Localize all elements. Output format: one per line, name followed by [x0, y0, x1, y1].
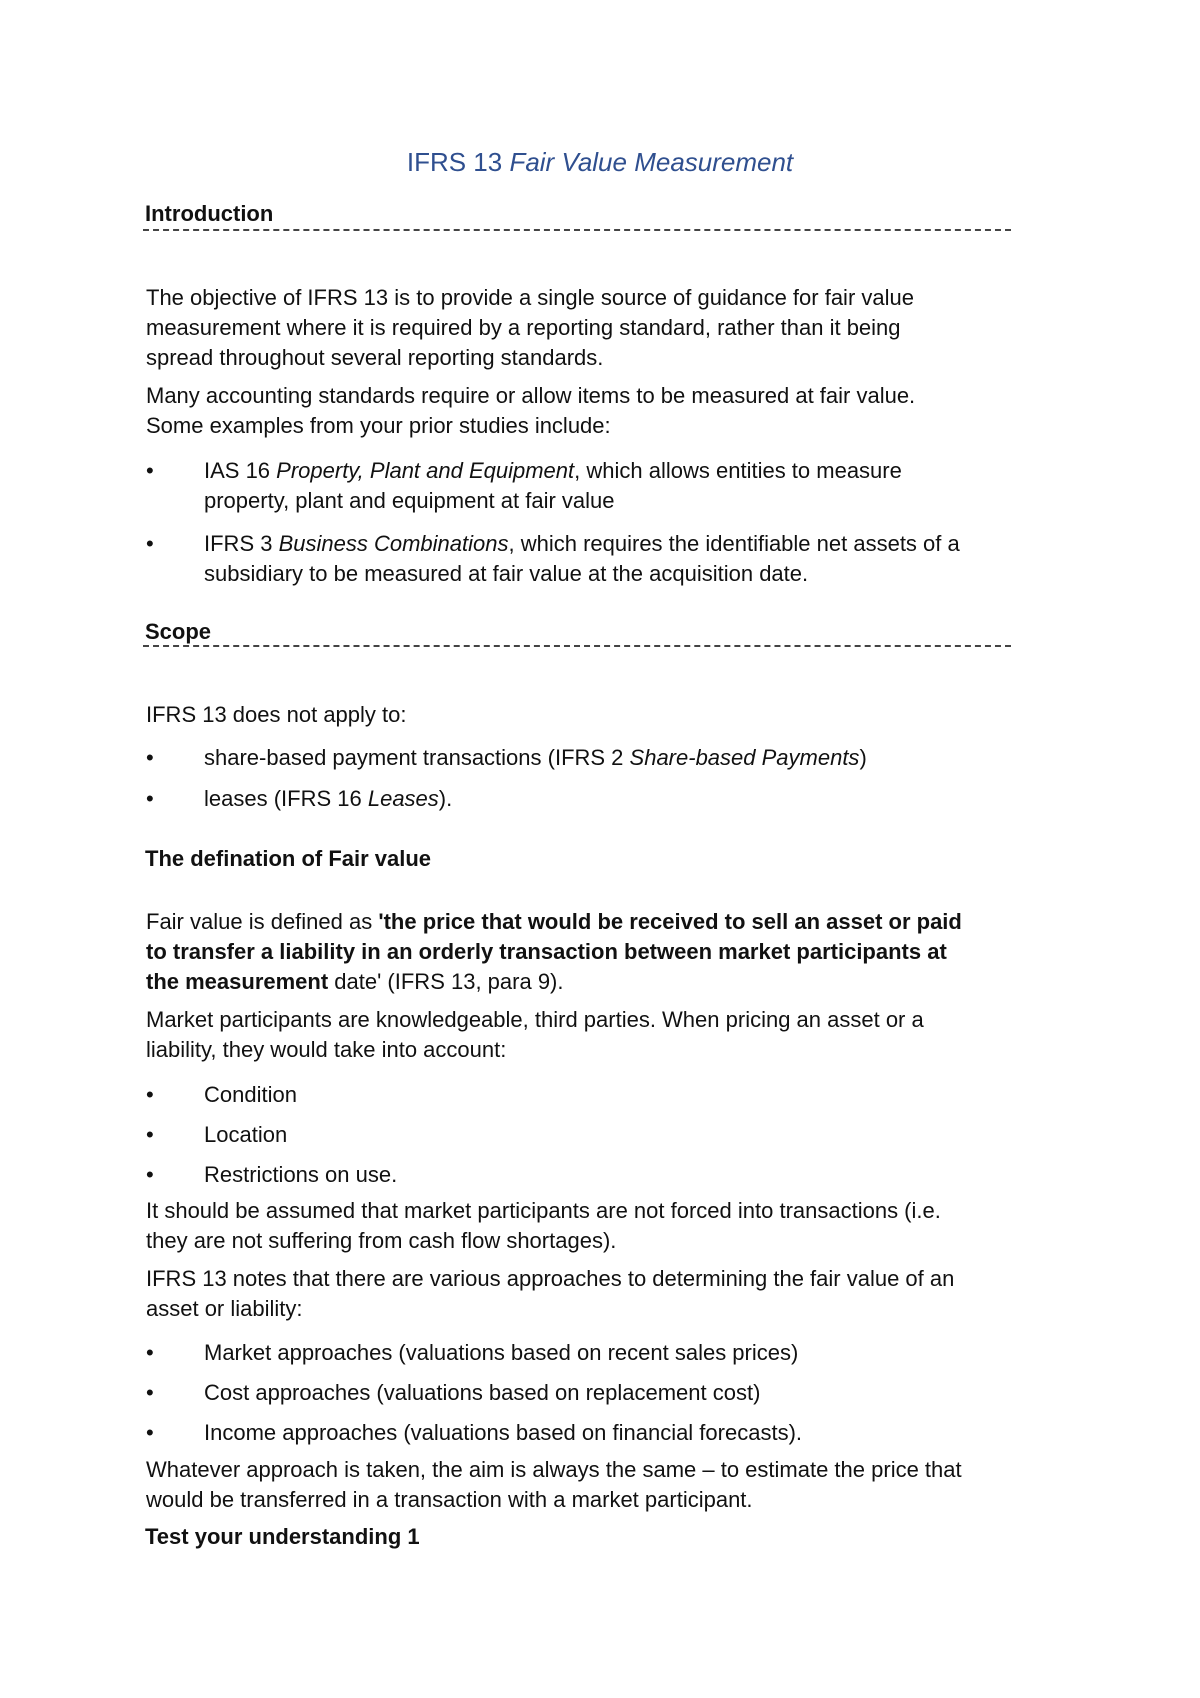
italic-title: Property, Plant and Equipment — [276, 458, 575, 483]
text-span: date' (IFRS 13, para 9). — [328, 969, 564, 994]
list-item-text: Condition — [204, 1082, 297, 1107]
market-participants-paragraph — [146, 1005, 1066, 1065]
bullet-symbol: • — [146, 1340, 154, 1365]
introduction-divider — [143, 229, 1011, 231]
text-span: , which allows entities to measure — [574, 458, 902, 483]
definition-quote: to transfer a liability in an orderly transaction between market participants at — [146, 939, 947, 964]
scope-heading: Scope — [145, 619, 212, 644]
text-line: Market participants are knowledgeable, third parties. When pricing an asset or a — [146, 1007, 924, 1032]
bullet-symbol: • — [146, 531, 154, 556]
text-span: ) — [859, 745, 867, 770]
text-line: property, plant and equipment at fair value — [204, 488, 615, 513]
page-title — [0, 146, 1200, 178]
text-line: measurement where it is required by a reporting standard, rather than it being — [146, 315, 901, 340]
text-line: liability, they would take into account: — [146, 1037, 507, 1062]
bullet-symbol: • — [146, 1082, 154, 1107]
text-line: asset or liability: — [146, 1296, 303, 1321]
text-line: subsidiary to be measured at fair value at the acquisition date. — [204, 561, 809, 586]
bullet-symbol: • — [146, 458, 154, 483]
text-line: The objective of IFRS 13 is to provide a single source of guidance for fair value — [146, 285, 914, 310]
definition-quote: 'the price that would be received to sell an asset or paid — [378, 909, 962, 934]
text-line: Some examples from your prior studies include: — [146, 413, 611, 438]
text-span: leases (IFRS 16 — [204, 786, 368, 811]
list-item-text: Restrictions on use. — [204, 1162, 398, 1187]
test-heading: Test your understanding 1 — [145, 1524, 420, 1549]
list-item-text: Market approaches (valuations based on recent sales prices) — [204, 1340, 799, 1365]
list-item-text: Location — [204, 1122, 288, 1147]
title-italic: Fair Value Measurement — [509, 147, 794, 177]
scope-intro: IFRS 13 does not apply to: — [146, 702, 407, 727]
bullet-symbol: • — [146, 1420, 154, 1445]
italic-title: Business Combinations — [278, 531, 509, 556]
bullet-symbol: • — [146, 1380, 154, 1405]
scope-divider — [143, 645, 1011, 647]
bullet-symbol: • — [146, 1162, 154, 1187]
assumption-paragraph — [146, 1196, 1066, 1256]
bullet-symbol: • — [146, 786, 154, 811]
definition-heading: The defination of Fair value — [145, 846, 432, 871]
text-span: , which requires the identifiable net assets of a — [508, 531, 960, 556]
text-span: share-based payment transactions (IFRS 2 — [204, 745, 630, 770]
text-span: IFRS 3 — [204, 531, 279, 556]
aim-paragraph — [146, 1455, 1066, 1515]
text-line: Whatever approach is taken, the aim is always the same – to estimate the price that — [146, 1457, 962, 1482]
bullet-symbol: • — [146, 1122, 154, 1147]
text-line: they are not suffering from cash flow shortages). — [146, 1228, 617, 1253]
text-line: spread throughout several reporting standards. — [146, 345, 604, 370]
text-line: would be transferred in a transaction with a market participant. — [146, 1487, 753, 1512]
text-line: Many accounting standards require or allow items to be measured at fair value. — [146, 383, 916, 408]
introduction-heading: Introduction — [145, 201, 274, 226]
text-span: IAS 16 — [204, 458, 277, 483]
list-item-text: Income approaches (valuations based on financial forecasts). — [204, 1420, 803, 1445]
bullet-symbol: • — [146, 745, 154, 770]
examples-paragraph — [146, 381, 1066, 441]
definition-quote: the measurement — [146, 969, 329, 994]
approaches-paragraph — [146, 1264, 1066, 1324]
definition-paragraph — [146, 907, 1076, 997]
italic-title: Share-based Payments — [629, 745, 860, 770]
text-span: Fair value is defined as — [146, 909, 379, 934]
text-line: It should be assumed that market participants are not forced into transactions (i.e. — [146, 1198, 941, 1223]
text-span: ). — [438, 786, 453, 811]
title-prefix: IFRS 13 — [406, 147, 510, 177]
list-item-text: Cost approaches (valuations based on replacement cost) — [204, 1380, 761, 1405]
introduction-paragraph — [146, 283, 1066, 373]
text-line: IFRS 13 notes that there are various approaches to determining the fair value of an — [146, 1266, 955, 1291]
italic-title: Leases — [367, 786, 439, 811]
